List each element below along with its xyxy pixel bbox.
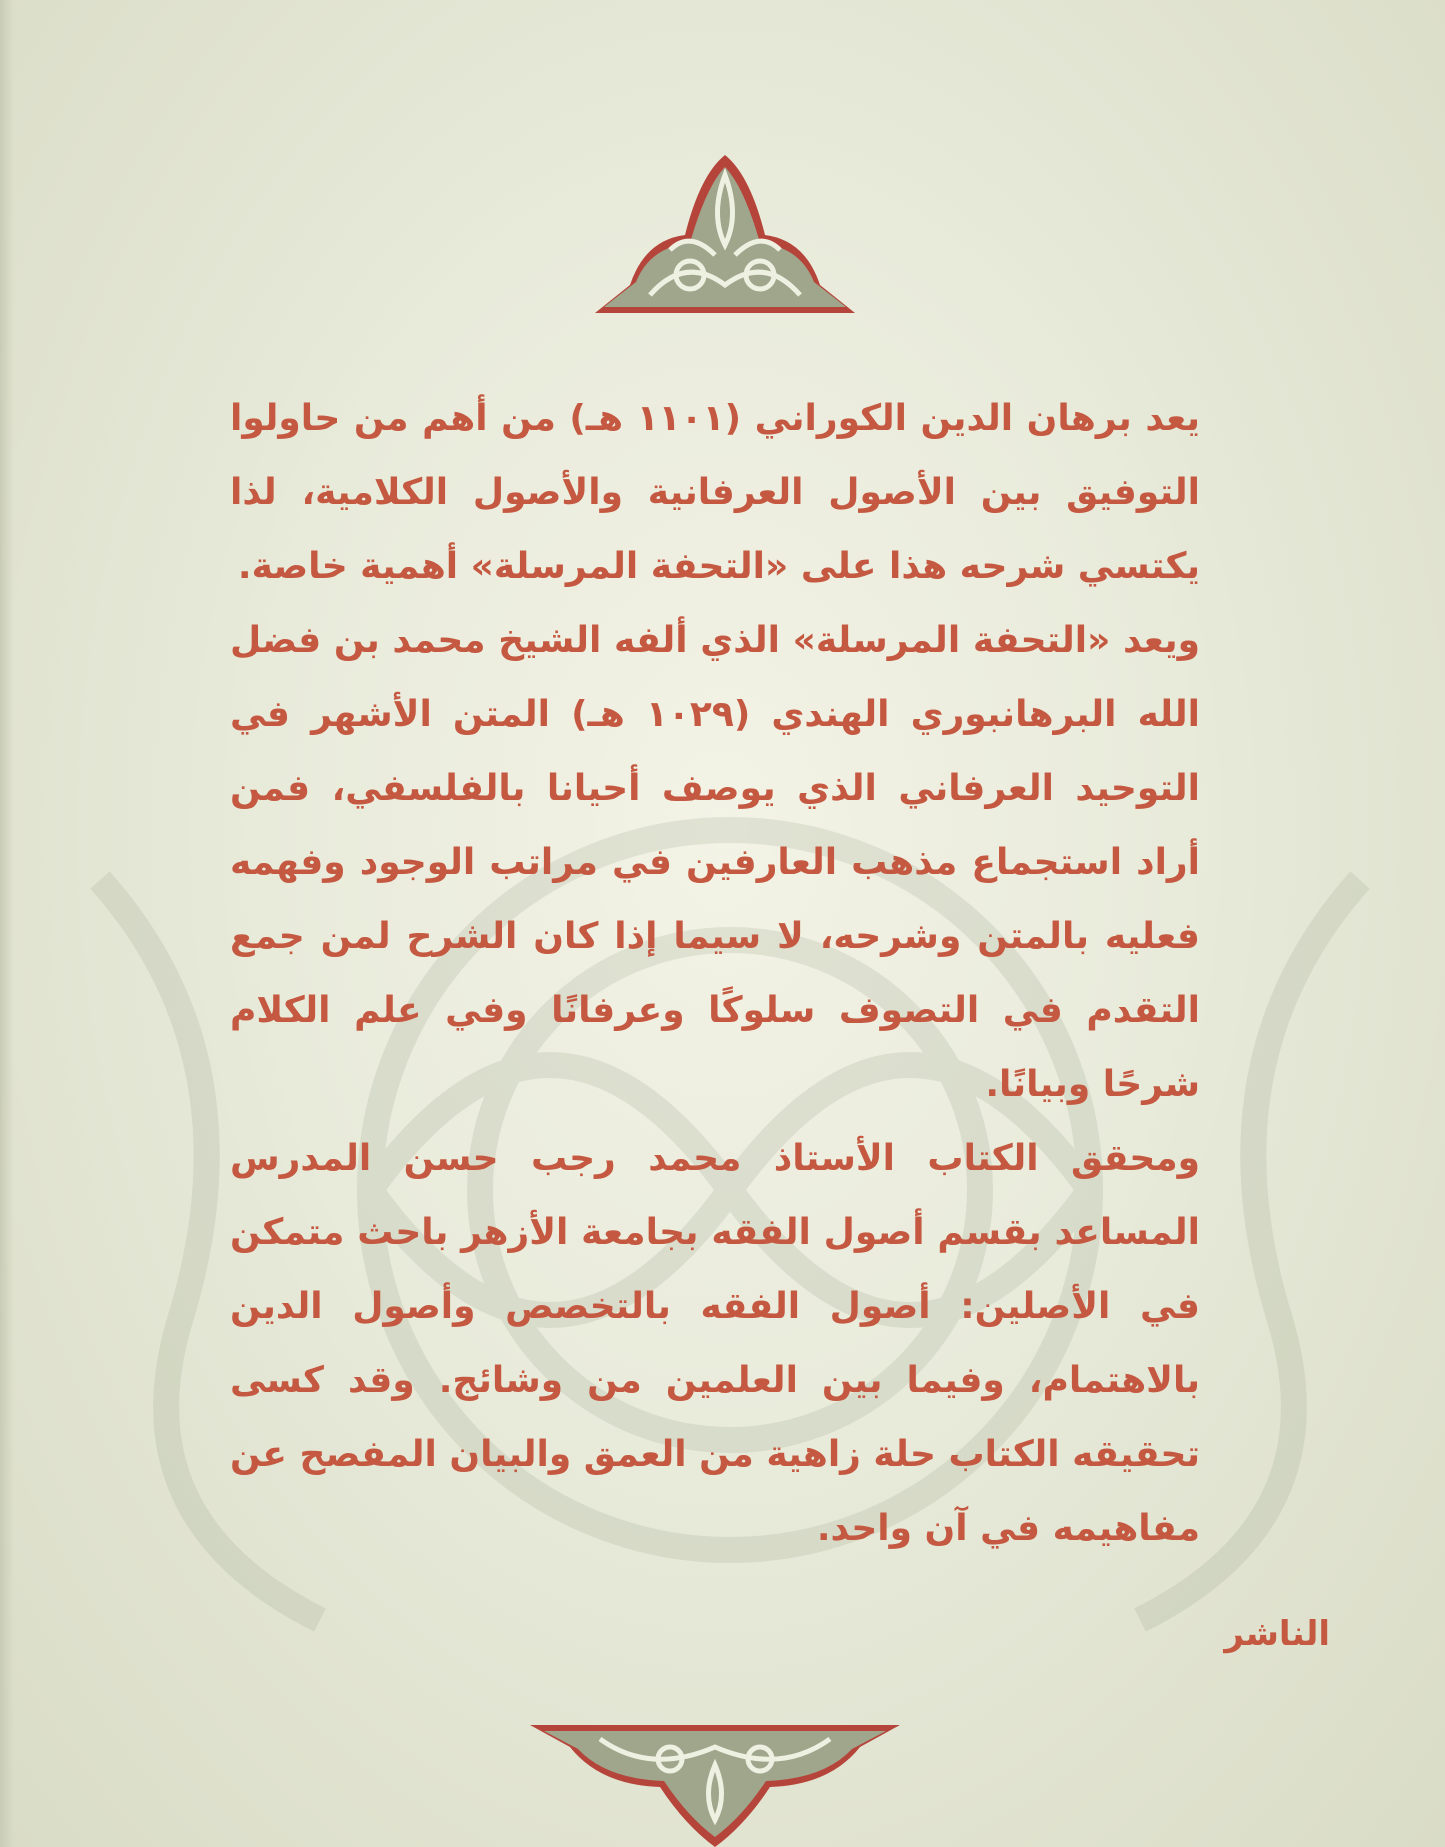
paragraph-editor: ومحقق الكتاب الأستاذ محمد رجب حسن المدرس المساعد بقسم أصول الفقه بجامعة الأزهر باحث متمكن في الأصلين: أصول الفقه بالتخصص وأصول الدين بالاهتمام، وفيما بين العلمين من وشائج. وقد كسى تحقيقه الكتاب حلة زاهية من العمق والبيان المفصح عن مفاهيمه في آن واحد. <box>230 1138 1200 1549</box>
paragraph-intro: يعد برهان الدين الكوراني (١١٠١ هـ) من أهم من حاولوا التوفيق بين الأصول العرفانية والأصول الكلامية، لذا يكتسي شرحه هذا على «التحفة المرسلة» أهمية خاصة. <box>230 398 1200 587</box>
top-arabesque-ornament <box>590 135 860 315</box>
back-cover-text <box>230 382 1200 1566</box>
bottom-arabesque-ornament <box>530 1725 900 1847</box>
publisher-signature: الناشر <box>1224 1614 1330 1654</box>
cover-spine-edge <box>0 0 14 1847</box>
paragraph-tuhfa: ويعد «التحفة المرسلة» الذي ألفه الشيخ محمد بن فضل الله البرهانبوري الهندي (١٠٢٩ هـ) المتن الأشهر في التوحيد العرفاني الذي يوصف أحيانا بالفلسفي، فمن أراد استجماع مذهب العارفين في مراتب الوجود وفهمه فعليه بالمتن وشرحه، لا سيما إذا كان الشرح لمن جمع التقدم في التصوف سلوكًا وعرفانًا وفي علم الكلام شرحًا وبيانًا. <box>230 620 1200 1105</box>
